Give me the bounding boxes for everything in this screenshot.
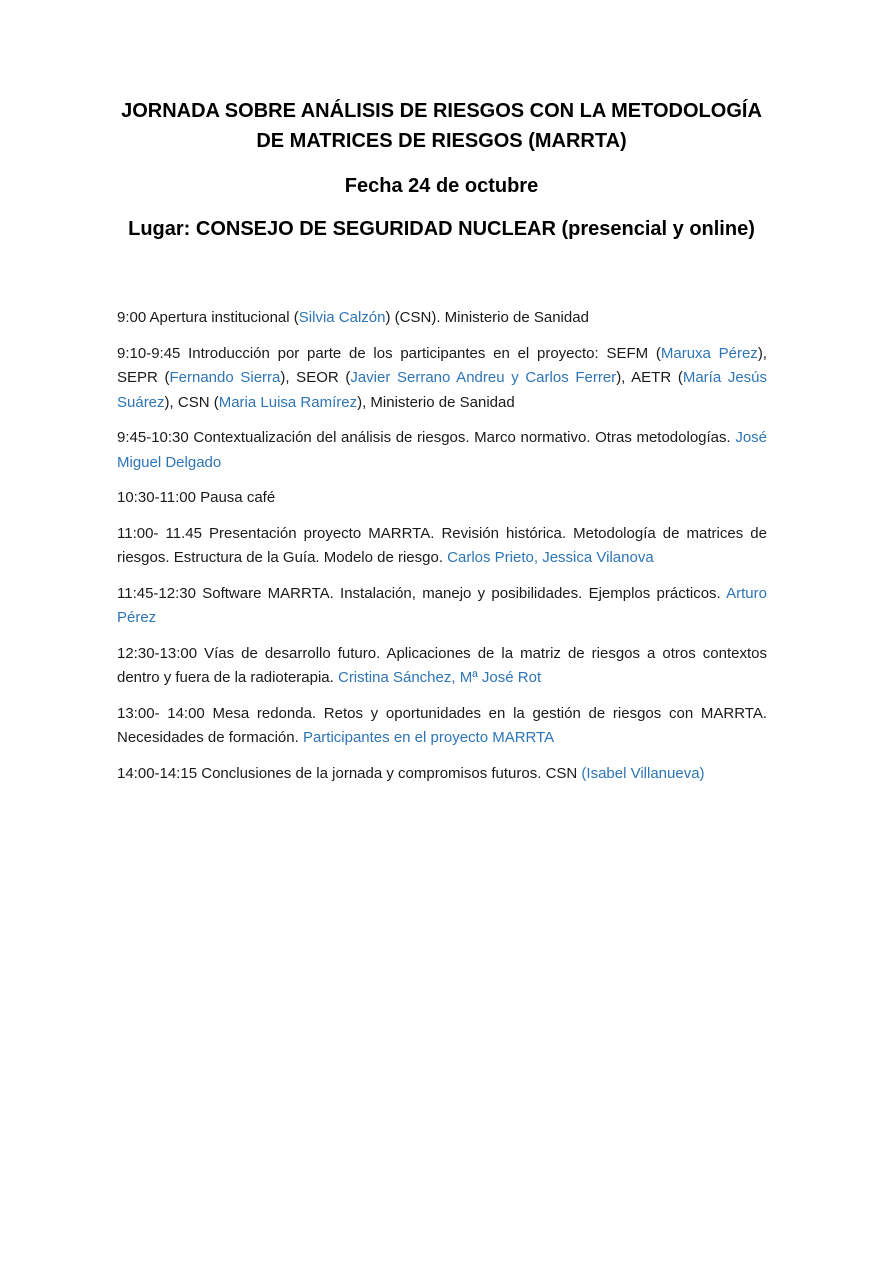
agenda-item xyxy=(117,522,767,571)
speaker-link[interactable]: Cristina Sánchez, Mª José Rot xyxy=(337,669,542,686)
agenda-text: ), CSN ( xyxy=(164,393,219,411)
agenda-item xyxy=(117,486,767,511)
title-line-1: JORNADA SOBRE ANÁLISIS DE RIESGOS CON LA METODOLOGÍA xyxy=(121,100,762,122)
speaker-link[interactable]: María Jesús Suárez xyxy=(117,369,768,411)
agenda-text: 13:00- 14:00 Mesa redonda. Retos y oportunidades en la gestión de riesgos con MARRTA. Necesidades de formación. xyxy=(117,704,767,746)
agenda-text: 11:45-12:30 Software MARRTA. Instalación, manejo y posibilidades. Ejemplos prácticos. xyxy=(117,584,727,602)
speaker-link[interactable]: Arturo Pérez xyxy=(117,584,767,626)
agenda-text: ), SEOR ( xyxy=(280,369,351,386)
agenda-text: 11:00- 11.45 Presentación proyecto MARRTA. Revisión histórica. Metodología de matrices de riesgos. Estructura de la Guía. Modelo de riesgo. xyxy=(117,524,767,566)
speaker-link[interactable]: Participantes en el proyecto MARRTA xyxy=(302,729,555,746)
title-line-2: DE MATRICES DE RIESGOS (MARRTA) xyxy=(256,130,627,152)
agenda-text: 9:00 Apertura institucional ( xyxy=(117,309,299,326)
agenda-text: 14:00-14:15 Conclusiones de la jornada y compromisos futuros. CSN xyxy=(117,764,582,782)
agenda-item xyxy=(117,642,767,691)
speaker-link[interactable]: (Isabel Villanueva) xyxy=(581,764,705,782)
speaker-link[interactable]: Fernando Sierra xyxy=(169,369,281,386)
agenda-text: 10:30-11:00 Pausa café xyxy=(117,489,276,506)
agenda-item xyxy=(117,582,767,631)
agenda-text: ), Ministerio de Sanidad xyxy=(357,393,515,411)
agenda-text: 9:45-10:30 Contextualización del análisis de riesgos. Marco normativo. Otras metodologías. xyxy=(117,429,736,446)
speaker-link[interactable]: Silvia Calzón xyxy=(298,309,386,326)
speaker-link[interactable]: Carlos Prieto, Jessica Vilanova xyxy=(447,549,654,566)
agenda-text: 9:10-9:45 Introducción por parte de los participantes en el proyecto: SEFM ( xyxy=(117,344,661,362)
agenda-item xyxy=(117,426,767,475)
agenda-item xyxy=(117,306,767,331)
header xyxy=(100,96,783,243)
agenda-item xyxy=(117,702,767,751)
agenda-text: 12:30-13:00 Vías de desarrollo futuro. Aplicaciones de la matriz de riesgos a otros contextos dentro y fuera de la radioterapia. xyxy=(117,644,767,686)
agenda-item xyxy=(117,762,767,787)
agenda-text: ) (CSN). Ministerio de Sanidad xyxy=(385,309,589,326)
speaker-link[interactable]: Javier Serrano Andreu y Carlos Ferrer xyxy=(350,369,617,386)
document-title xyxy=(100,96,783,156)
agenda-text: ), SEPR ( xyxy=(117,344,767,386)
agenda xyxy=(117,306,767,797)
speaker-link[interactable]: Maria Luisa Ramírez xyxy=(218,393,358,411)
event-date: Fecha 24 de octubre xyxy=(344,175,539,197)
event-place: Lugar: CONSEJO DE SEGURIDAD NUCLEAR (presencial y online) xyxy=(128,218,755,240)
agenda-text: ), AETR ( xyxy=(616,369,683,386)
agenda-item xyxy=(117,342,767,416)
speaker-link[interactable]: José Miguel Delgado xyxy=(117,429,767,471)
speaker-link[interactable]: Maruxa Pérez xyxy=(660,344,758,362)
